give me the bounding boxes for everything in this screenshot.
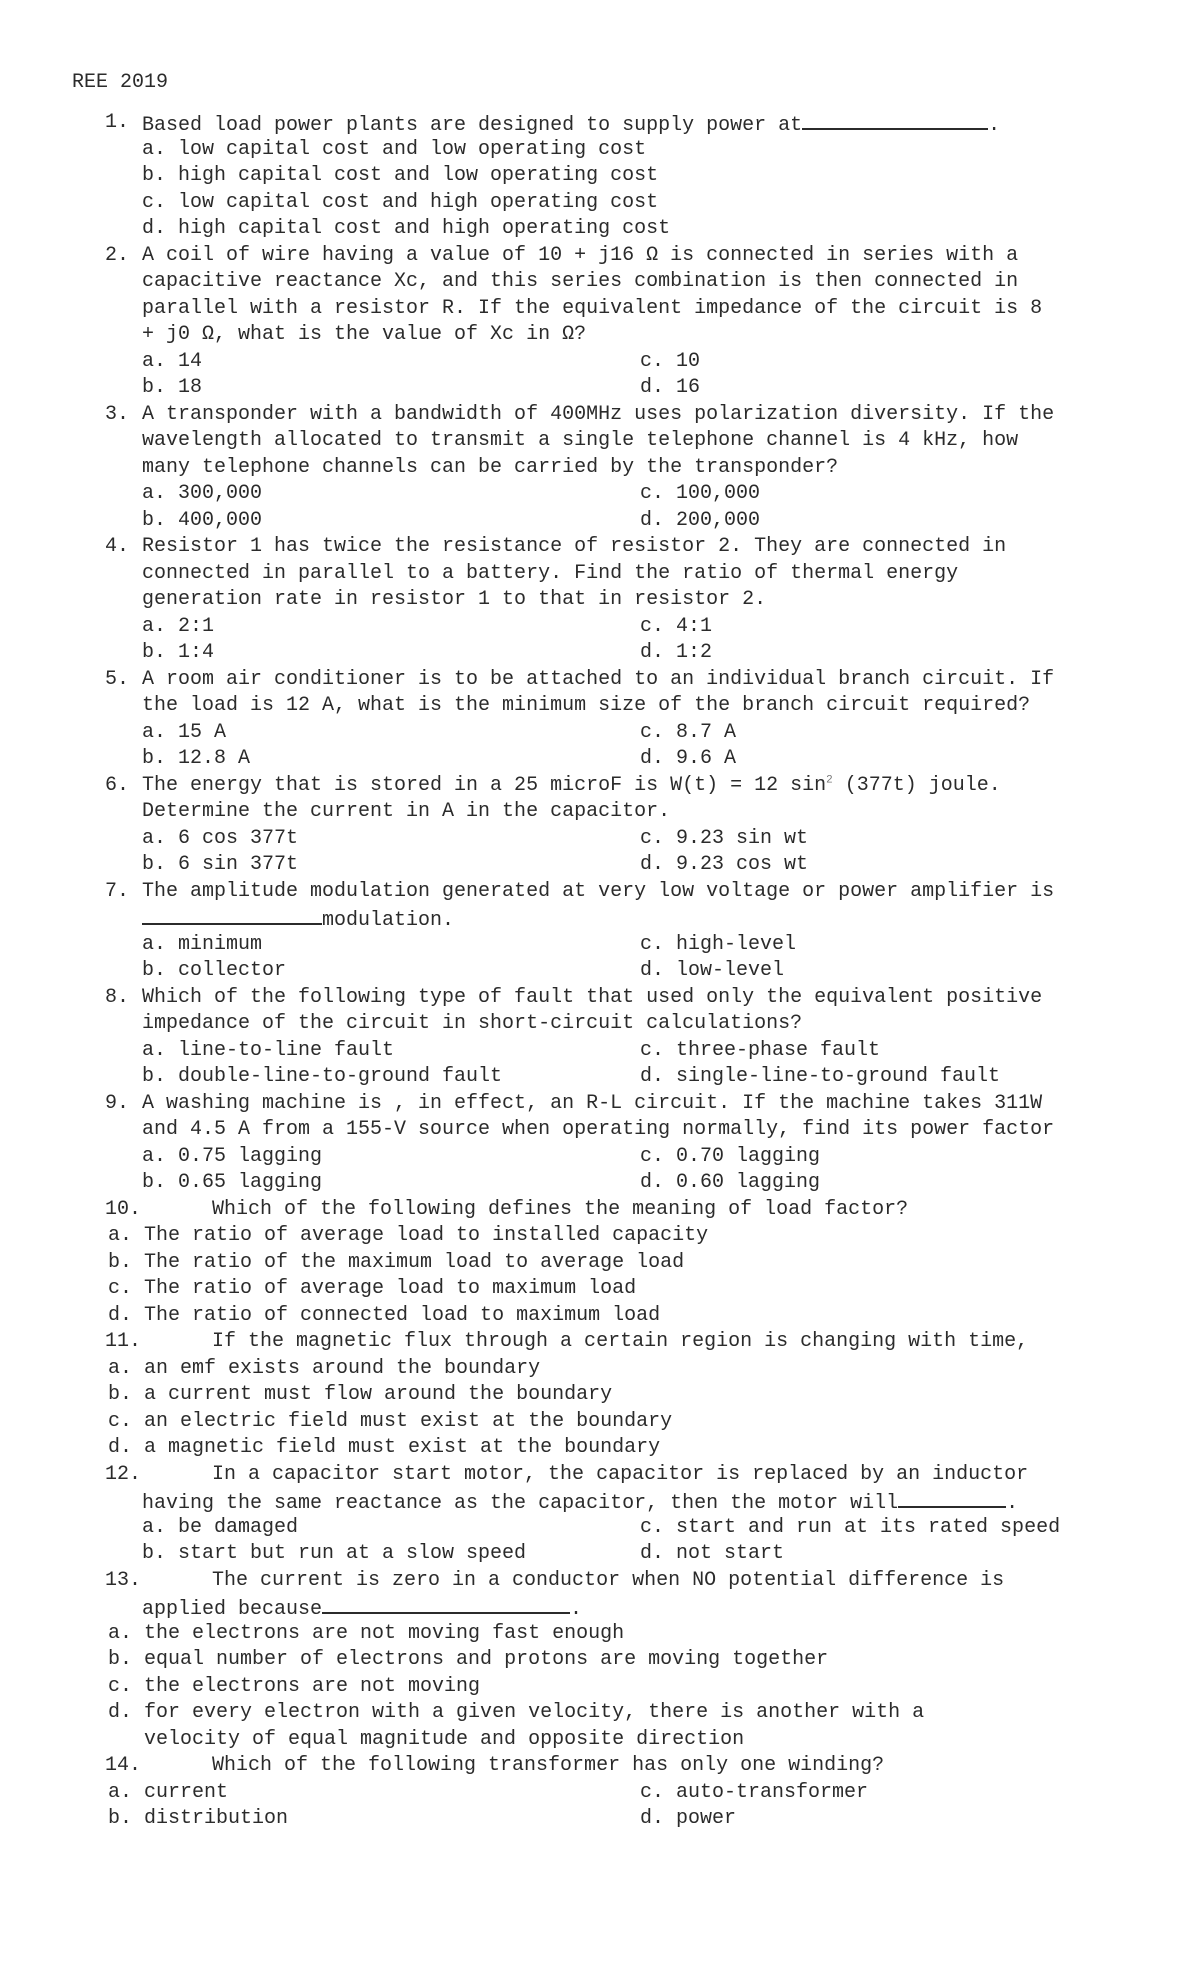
option: d. high capital cost and high operating cost <box>142 217 671 240</box>
question-text-line <box>0 1753 1200 1780</box>
question-text-line <box>0 428 1200 455</box>
option-row <box>0 1170 1200 1197</box>
question-number: 9. <box>105 1091 130 1115</box>
question-text: The amplitude modulation generated at very low voltage or power amplifier is <box>142 879 1055 903</box>
option: b. 6 sin 377t <box>142 853 299 876</box>
option-row <box>0 1727 1200 1754</box>
option: a. 0.75 lagging <box>142 1144 323 1168</box>
question-text: and 4.5 A from a 155-V source when operating normally, find its power factor <box>142 1118 1055 1141</box>
question-number: 7. <box>105 879 130 903</box>
option: d. low-level <box>640 959 785 982</box>
option: d. 9.23 cos wt <box>640 853 809 876</box>
question-text: modulation. <box>142 905 454 935</box>
question-number: 6. <box>105 773 130 797</box>
question-number: 2. <box>105 243 130 267</box>
question-text: If the magnetic flux through a certain region is changing with time, <box>212 1330 1029 1353</box>
option-row <box>0 1435 1200 1462</box>
option: b. 18 <box>142 376 203 399</box>
option-row <box>0 190 1200 217</box>
question-text: impedance of the circuit in short-circuit calculations? <box>142 1012 803 1035</box>
option: b. equal number of electrons and protons are moving together <box>108 1648 829 1671</box>
option-continuation: velocity of equal magnitude and opposite direction <box>144 1727 745 1751</box>
option: d. not start <box>640 1542 785 1565</box>
question-text-line <box>0 561 1200 588</box>
question-text: many telephone channels can be carried by the transponder? <box>142 455 839 479</box>
option-row <box>0 1541 1200 1568</box>
option: b. 12.8 A <box>142 747 251 770</box>
question-text-line <box>0 402 1200 429</box>
question-number: 12. <box>105 1462 142 1486</box>
question-8 <box>0 985 1200 1091</box>
option: c. 8.7 A <box>640 720 737 744</box>
option-row <box>0 1223 1200 1250</box>
option-row <box>0 1144 1200 1171</box>
option: c. auto-transformer <box>640 1780 869 1804</box>
question-text: Based load power plants are designed to supply power at . <box>142 110 1000 140</box>
question-text: The energy that is stored in a 25 microF is W(t) = 12 $\sin^2 (377t)$ joule. <box>142 773 1001 797</box>
question-text-line <box>0 455 1200 482</box>
option-row <box>0 349 1200 376</box>
question-text: capacitive reactance Xc, and this series combination is then connected in <box>142 270 1019 293</box>
question-text: A washing machine is , in effect, an R-L circuit. If the machine takes 311W <box>142 1091 1043 1115</box>
question-text: A room air conditioner is to be attached to an individual branch circuit. If <box>142 667 1055 691</box>
option: c. low capital cost and high operating cost <box>142 190 659 214</box>
question-12 <box>0 1462 1200 1568</box>
question-number: 10. <box>105 1197 142 1221</box>
option-row <box>0 1621 1200 1648</box>
question-number: 8. <box>105 985 130 1009</box>
option: a. be damaged <box>142 1515 299 1539</box>
question-text-line <box>0 773 1200 800</box>
question-10 <box>0 1197 1200 1330</box>
option-row <box>0 720 1200 747</box>
option: a. 6 cos 377t <box>142 826 299 850</box>
option: c. 4:1 <box>640 614 713 638</box>
option: a. 2:1 <box>142 614 215 638</box>
question-text-line <box>0 1117 1200 1144</box>
question-text-line <box>0 667 1200 694</box>
option: a. line-to-line fault <box>142 1038 395 1062</box>
option-row <box>0 1382 1200 1409</box>
question-14 <box>0 1753 1200 1833</box>
option: c. 0.70 lagging <box>640 1144 821 1168</box>
option: c. 9.23 sin wt <box>640 826 809 850</box>
option: d. power <box>640 1807 737 1830</box>
option: b. double-line-to-ground fault <box>142 1065 503 1088</box>
option-row <box>0 852 1200 879</box>
question-text: In a capacitor start motor, the capacitor is replaced by an inductor <box>212 1462 1029 1486</box>
option-row <box>0 1356 1200 1383</box>
question-text-line <box>0 905 1200 932</box>
question-text: + j0 Ω, what is the value of Xc in Ω? <box>142 323 587 346</box>
question-text-line <box>0 1568 1200 1595</box>
question-text: Determine the current in A in the capacitor. <box>142 800 671 823</box>
question-text: A transponder with a bandwidth of 400MHz uses polarization diversity. If the <box>142 402 1055 426</box>
option: c. 100,000 <box>640 482 761 505</box>
answer-blank <box>142 905 322 925</box>
question-11 <box>0 1329 1200 1462</box>
question-text-line <box>0 322 1200 349</box>
question-text-line <box>0 587 1200 614</box>
question-number: 3. <box>105 402 130 426</box>
option-row <box>0 958 1200 985</box>
question-text-line <box>0 1329 1200 1356</box>
option-row <box>0 1276 1200 1303</box>
question-text: Resistor 1 has twice the resistance of resistor 2. They are connected in <box>142 535 1007 558</box>
question-1 <box>0 110 1200 243</box>
option: a. minimum <box>142 932 263 956</box>
question-text-line <box>0 1488 1200 1515</box>
option-row <box>0 1250 1200 1277</box>
question-9 <box>0 1091 1200 1197</box>
option: b. The ratio of the maximum load to average load <box>108 1250 685 1274</box>
question-text-line <box>0 110 1200 137</box>
question-text-line <box>0 534 1200 561</box>
question-number: 1. <box>105 111 130 134</box>
superscript: 2 <box>826 773 833 786</box>
question-2 <box>0 243 1200 402</box>
option: a. The ratio of average load to installed capacity <box>108 1224 709 1247</box>
option: d. single-line-to-ground fault <box>640 1065 1001 1088</box>
option: c. an electric field must exist at the boundary <box>108 1409 673 1433</box>
option-row <box>0 614 1200 641</box>
question-text-line <box>0 243 1200 270</box>
option: a. 14 <box>142 349 203 373</box>
question-text: Which of the following transformer has only one winding? <box>212 1754 885 1777</box>
option-row <box>0 163 1200 190</box>
option-row <box>0 746 1200 773</box>
answer-blank <box>322 1594 570 1614</box>
option-row <box>0 375 1200 402</box>
option-row <box>0 1515 1200 1542</box>
question-number: 13. <box>105 1568 142 1592</box>
answer-blank <box>802 110 988 130</box>
option: c. start and run at its rated speed <box>640 1515 1061 1539</box>
option: b. 1:4 <box>142 641 215 664</box>
option: c. three-phase fault <box>640 1038 881 1062</box>
option-row <box>0 216 1200 243</box>
option: a. low capital cost and low operating cost <box>142 137 647 161</box>
option: d. 200,000 <box>640 508 761 532</box>
option-row <box>0 481 1200 508</box>
question-text: wavelength allocated to transmit a single telephone channel is 4 kHz, how <box>142 429 1019 452</box>
question-13 <box>0 1568 1200 1754</box>
question-text-line <box>0 269 1200 296</box>
option: d. 16 <box>640 376 701 399</box>
option: d. for every electron with a given velocity, there is another with a <box>108 1701 925 1724</box>
question-text: Which of the following type of fault that used only the equivalent positive <box>142 985 1043 1009</box>
question-text-line <box>0 296 1200 323</box>
question-text-line <box>0 799 1200 826</box>
option: c. high-level <box>640 932 797 956</box>
question-5 <box>0 667 1200 773</box>
option: b. 400,000 <box>142 508 263 532</box>
question-text-line <box>0 693 1200 720</box>
question-number: 14. <box>105 1754 142 1777</box>
question-text-line <box>0 1462 1200 1489</box>
question-text: connected in parallel to a battery. Find the ratio of thermal energy <box>142 561 959 585</box>
option-row <box>0 1806 1200 1833</box>
option: d. a magnetic field must exist at the boundary <box>108 1436 661 1459</box>
option-row <box>0 1780 1200 1807</box>
option: d. 0.60 lagging <box>640 1171 821 1194</box>
question-text: having the same reactance as the capacitor, then the motor will . <box>142 1488 1018 1518</box>
option: b. distribution <box>108 1807 289 1830</box>
question-number: 5. <box>105 667 130 691</box>
option-row <box>0 1064 1200 1091</box>
question-4 <box>0 534 1200 667</box>
option: c. The ratio of average load to maximum load <box>108 1277 637 1300</box>
question-list <box>0 110 1200 1833</box>
question-6 <box>0 773 1200 879</box>
option: d. The ratio of connected load to maximum load <box>108 1303 661 1327</box>
option: c. the electrons are not moving <box>108 1674 481 1698</box>
page-header: REE 2019 <box>72 71 169 94</box>
option-row <box>0 508 1200 535</box>
question-7 <box>0 879 1200 985</box>
question-text: Which of the following defines the meaning of load factor? <box>212 1197 909 1221</box>
question-text: parallel with a resistor R. If the equivalent impedance of the circuit is 8 <box>142 296 1043 320</box>
option: b. 0.65 lagging <box>142 1171 323 1194</box>
question-text: the load is 12 A, what is the minimum size of the branch circuit required? <box>142 694 1031 717</box>
option: b. high capital cost and low operating cost <box>142 164 659 187</box>
question-number: 4. <box>105 535 130 558</box>
option-row <box>0 1409 1200 1436</box>
option: d. 9.6 A <box>640 747 737 770</box>
question-text: The current is zero in a conductor when NO potential difference is <box>212 1568 1005 1592</box>
option-row <box>0 640 1200 667</box>
question-text: A coil of wire having a value of 10 + j16 Ω is connected in series with a <box>142 243 1019 267</box>
option: a. 300,000 <box>142 482 263 505</box>
option-row <box>0 137 1200 164</box>
option: b. start but run at a slow speed <box>142 1542 527 1565</box>
answer-blank <box>898 1488 1006 1508</box>
option-row <box>0 1674 1200 1701</box>
option: c. 10 <box>640 349 701 373</box>
question-number: 11. <box>105 1330 142 1353</box>
option-row <box>0 1647 1200 1674</box>
question-text-line <box>0 1594 1200 1621</box>
option: a. an emf exists around the boundary <box>108 1356 541 1380</box>
option: d. 1:2 <box>640 641 713 664</box>
question-3 <box>0 402 1200 535</box>
question-text-line <box>0 879 1200 906</box>
question-text: generation rate in resistor 1 to that in resistor 2. <box>142 588 767 611</box>
option-row <box>0 1700 1200 1727</box>
option: a. 15 A <box>142 720 227 744</box>
question-text-line <box>0 1011 1200 1038</box>
option: a. current <box>108 1780 229 1804</box>
question-text-line <box>0 985 1200 1012</box>
option: b. collector <box>142 959 287 982</box>
question-text-line <box>0 1091 1200 1118</box>
option-row <box>0 826 1200 853</box>
option-row <box>0 932 1200 959</box>
option-row <box>0 1303 1200 1330</box>
option: b. a current must flow around the boundary <box>108 1383 613 1406</box>
option-row <box>0 1038 1200 1065</box>
option: a. the electrons are not moving fast enough <box>108 1621 625 1645</box>
question-text: applied because . <box>142 1594 582 1624</box>
question-text-line <box>0 1197 1200 1224</box>
